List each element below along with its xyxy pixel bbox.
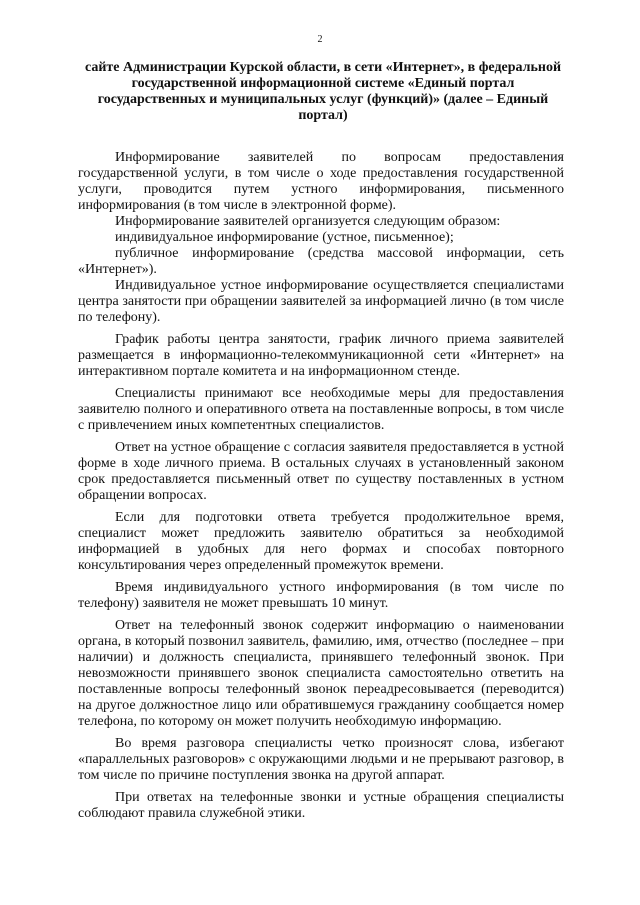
paragraph: При ответах на телефонные звонки и устные обращения специалисты соблюдают правила служебной этики. — [78, 790, 564, 821]
section-title: сайте Администрации Курской области, в сети «Интернет», в федеральной государственной информационной системе «Единый портал государственных и муниципальных услуг (функций)» (далее – Единый портал) — [84, 60, 562, 123]
body-text — [78, 150, 564, 822]
paragraph: индивидуальное информирование (устное, письменное); — [115, 230, 454, 245]
paragraph: Ответ на телефонный звонок содержит информацию о наименовании органа, в который позвонил заявитель, фамилию, имя, отчество (последнее – при наличии) и должность специалиста, принявшего телефонный звонок. При невозможности принявшего звонок специалиста самостоятельно ответить на поставленные вопросы телефонный звонок переадресовывается (переводится) на другое должностное лицо или обратившемуся гражданину сообщается номер телефона, по которому он может получить необходимую информацию. — [78, 618, 564, 729]
paragraph: Информирование заявителей по вопросам предоставления государственной услуги, в том числе о ходе предоставления государственной услуги, проводится путем устного информирования, письменного информирования (в том числе в электронной форме). — [78, 150, 564, 213]
paragraph: Время индивидуального устного информирования (в том числе по телефону) заявителя не может превышать 10 минут. — [78, 580, 564, 611]
paragraph: Специалисты принимают все необходимые меры для предоставления заявителю полного и оперативного ответа на поставленные вопросы, в том числе с привлечением иных компетентных специалистов. — [78, 386, 564, 433]
paragraph: Индивидуальное устное информирование осуществляется специалистами центра занятости при обращении заявителей за информацией лично (в том числе по телефону). — [78, 278, 564, 325]
paragraph: График работы центра занятости, график личного приема заявителей размещается в информационно-телекоммуникационной сети «Интернет» на интерактивном портале комитета и на информационном стенде. — [78, 332, 564, 379]
paragraph: Ответ на устное обращение с согласия заявителя предоставляется в устной форме в ходе личного приема. В остальных случаях в установленный законом срок предоставляется письменный ответ по существу поставленных в устном обращении вопросах. — [78, 440, 564, 503]
paragraph: Во время разговора специалисты четко произносят слова, избегают «параллельных разговоров» с окружающими людьми и не прерывают разговор, в том числе по причине поступления звонка на другой аппарат. — [78, 736, 564, 783]
paragraph: Информирование заявителей организуется следующим образом: — [115, 214, 501, 229]
page-number: 2 — [317, 34, 323, 45]
paragraph: публичное информирование (средства массовой информации, сеть «Интернет»). — [78, 246, 564, 277]
paragraph: Если для подготовки ответа требуется продолжительное время, специалист может предложить заявителю обратиться за необходимой информацией в удобных для него формах и способах повторного консультирования через определенный промежуток времени. — [78, 510, 564, 573]
